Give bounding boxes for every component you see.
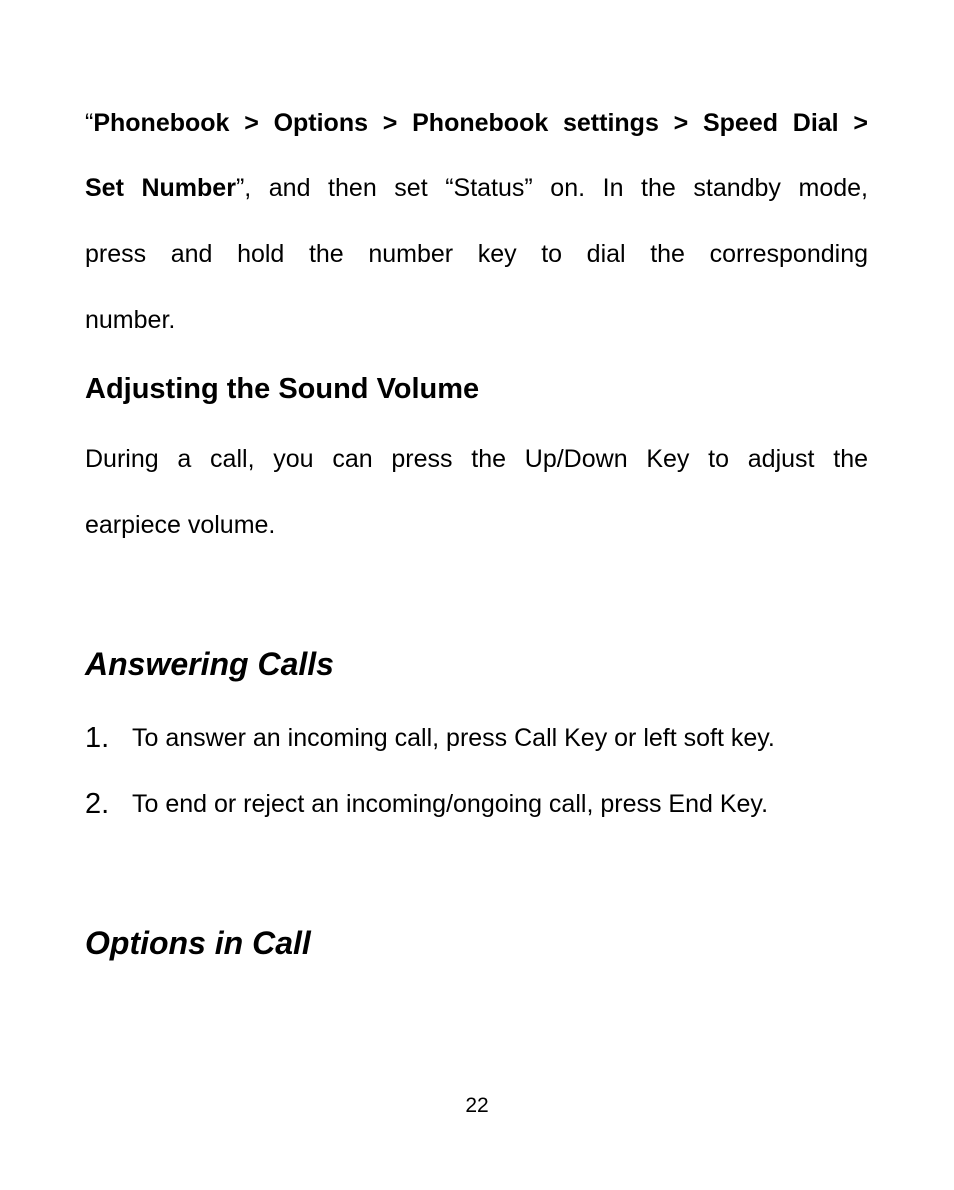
heading-answering-calls: Answering Calls <box>85 646 334 682</box>
menu-path-part-2: Set Number <box>85 174 236 202</box>
intro-line-4: number. <box>85 306 176 334</box>
list-item-number: 2. <box>85 788 110 820</box>
menu-path-part-1: Phonebook > Options > Phonebook settings > Speed Dial > <box>93 109 868 137</box>
intro-after-path: ”, and then set “Status” on. In the standby mode, <box>235 174 868 202</box>
volume-line-1: During a call, you can press the Up/Down Key to adjust the <box>85 445 868 473</box>
heading-options-in-call: Options in Call <box>85 925 311 961</box>
heading-adjusting-volume: Adjusting the Sound Volume <box>85 373 480 405</box>
list-item-number: 1. <box>85 722 110 754</box>
list-item <box>85 721 868 755</box>
list-item-text: To end or reject an incoming/ongoing call, press End Key. <box>132 790 769 818</box>
page-number: 22 <box>465 1094 489 1117</box>
list-item-text: To answer an incoming call, press Call Key or left soft key. <box>132 724 775 752</box>
volume-line-2: earpiece volume. <box>85 511 276 539</box>
intro-line-3: press and hold the number key to dial the corresponding <box>85 240 868 268</box>
intro-line-1 <box>85 108 868 138</box>
open-quote: “ <box>85 109 94 137</box>
intro-line-2 <box>85 173 868 203</box>
list-item <box>85 787 868 821</box>
